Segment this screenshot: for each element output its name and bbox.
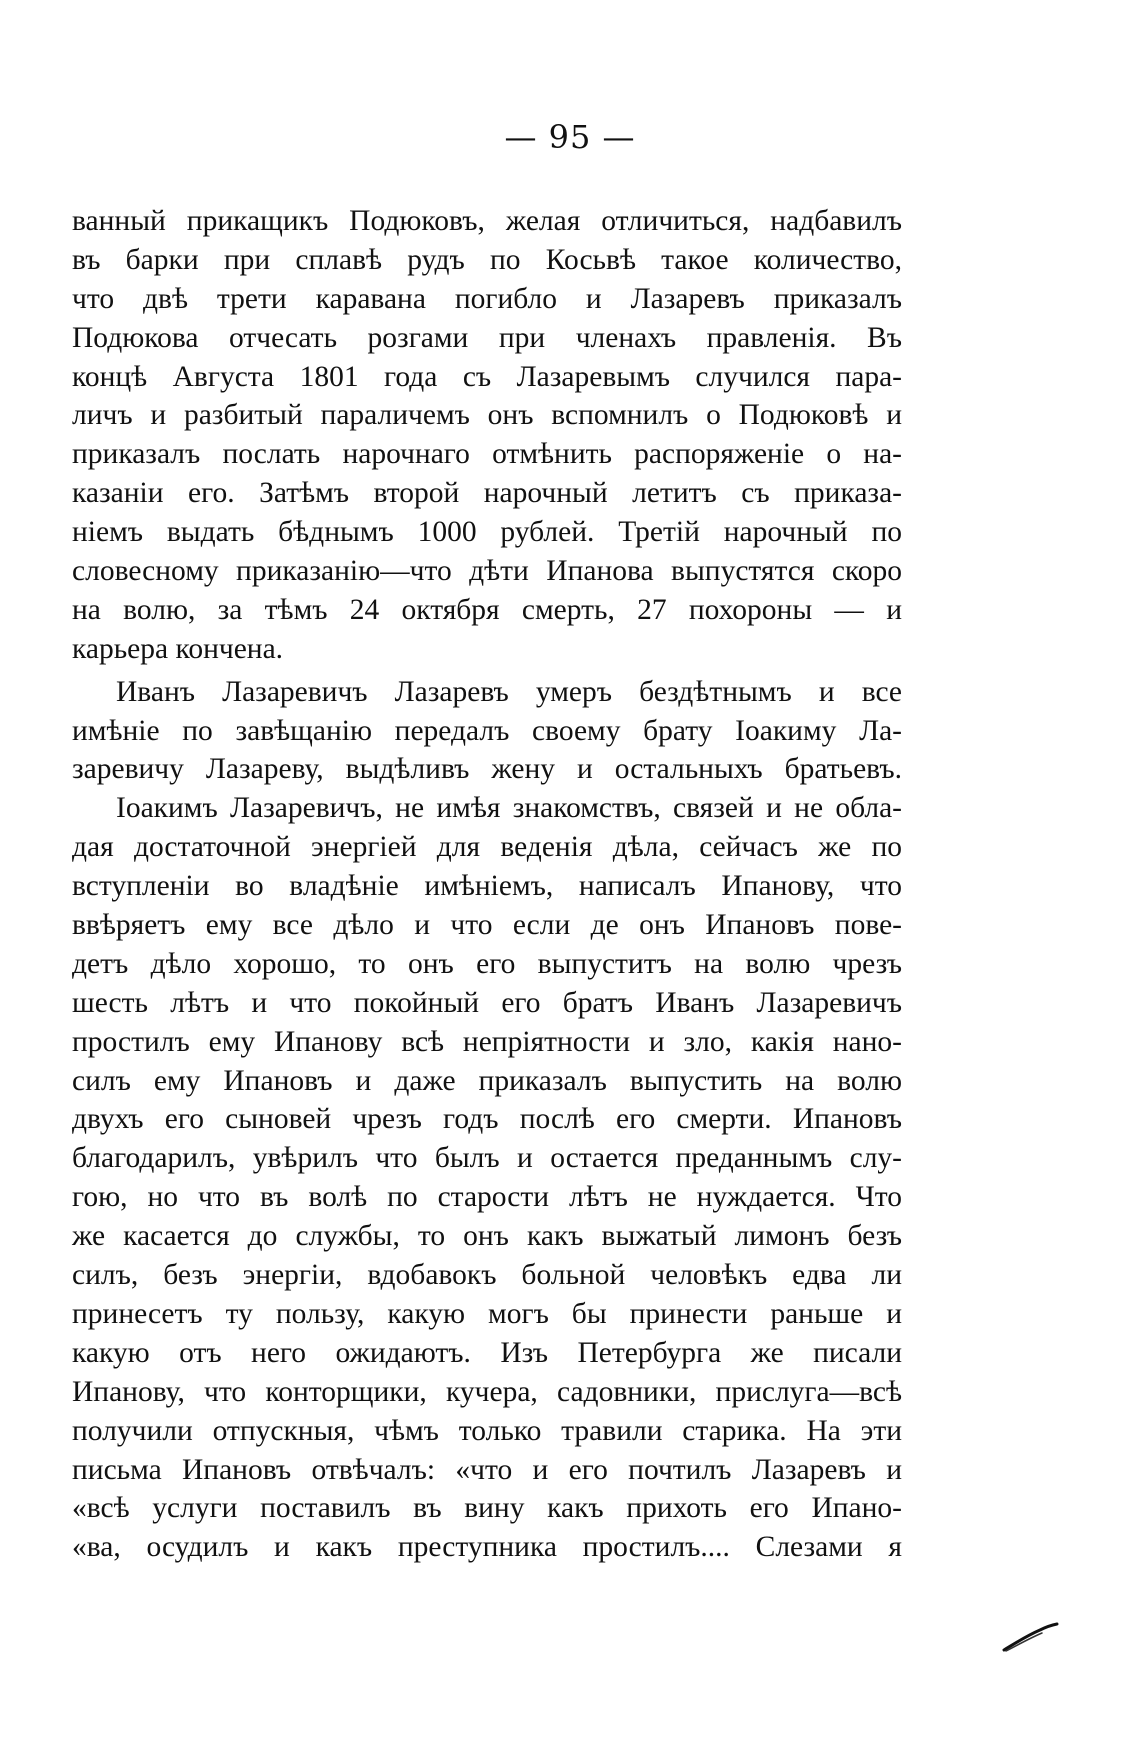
text-line: концѣ Августа 1801 года съ Лазаревымъ случился пара- (72, 360, 902, 393)
text-line: дая достаточной энергіей для веденія дѣла, сейчасъ же по (72, 831, 902, 864)
text-line: приказалъ послать нарочнаго отмѣнить распоряженіе о на- (72, 438, 902, 471)
text-line: принесетъ ту пользу, какую могъ бы принести раньше и (72, 1297, 902, 1330)
text-line: ніемъ выдать бѣднымъ 1000 рублей. Третій нарочный по (72, 516, 902, 549)
text-line: вступленіи во владѣніе имѣніемъ, написалъ Ипанову, что (72, 870, 902, 903)
text-line: ванный прикащикъ Подюковъ, желая отличиться, надбавилъ (72, 205, 902, 237)
text-line: заревичу Лазареву, выдѣливъ жену и остальныхъ братьевъ. (72, 753, 902, 786)
text-line: Подюкова отчесать розгами при членахъ правленія. Въ (72, 321, 902, 354)
text-line: двухъ его сыновей чрезъ годъ послѣ его смерти. Ипановъ (72, 1103, 902, 1136)
text-line: шесть лѣтъ и что покойный его братъ Иванъ Лазаревичъ (72, 986, 902, 1019)
text-line: письма Ипановъ отвѣчалъ: «что и его почтилъ Лазаревъ и (72, 1453, 902, 1486)
text-line: благодарилъ, увѣрилъ что былъ и остается преданнымъ слу- (72, 1142, 902, 1175)
text-line: детъ дѣло хорошо, то онъ его выпуститъ на волю чрезъ (72, 947, 902, 980)
text-line: Иванъ Лазаревичъ Лазаревъ умеръ бездѣтнымъ и все (116, 675, 902, 708)
text-line: получили отпускныя, чѣмъ только травили старика. На эти (72, 1414, 902, 1447)
text-line: Іоакимъ Лазаревичъ, не имѣя знакомствъ, связей и не обла- (116, 792, 902, 825)
text-line: Ипанову, что конторщики, кучера, садовники, прислуга—всѣ (72, 1375, 902, 1408)
text-line: «всѣ услуги поставилъ въ вину какъ прихоть его Ипано- (72, 1492, 902, 1525)
body-text (72, 202, 902, 1567)
text-line: на волю, за тѣмъ 24 октября смерть, 27 похороны — и (72, 593, 902, 626)
text-line: имѣніе по завѣщанію передалъ своему брату Іоакиму Ла- (72, 714, 902, 747)
text-line: «ва, осудилъ и какъ преступника простилъ.... Слезами я (72, 1531, 902, 1564)
text-line: простилъ ему Ипанову всѣ непріятности и зло, какія нано- (72, 1025, 902, 1058)
paragraph-3 (72, 789, 902, 1567)
paragraph-2 (72, 673, 902, 790)
text-line: силъ ему Ипановъ и даже приказалъ выпустить на волю (72, 1064, 902, 1097)
text-line: что двѣ трети каравана погибло и Лазаревъ приказалъ (72, 282, 902, 315)
text-line: силъ, безъ энергіи, вдобавокъ больной человѣкъ едва ли (72, 1259, 902, 1292)
text-line: личъ и разбитый параличемъ онъ вспомнилъ о Подюковѣ и (72, 399, 902, 432)
text-line: ввѣряетъ ему все дѣло и что если де онъ Ипановъ пове- (72, 909, 902, 942)
text-line: какую отъ него ожидаютъ. Изъ Петербурга же писали (72, 1336, 902, 1369)
text-line: же касается до службы, то онъ какъ выжатый лимонъ безъ (72, 1220, 902, 1253)
text-line: карьера кончена. (72, 632, 284, 665)
text-line: въ барки при сплавѣ рудъ по Косьвѣ такое количество, (72, 243, 902, 276)
text-line: гою, но что въ волѣ по старости лѣтъ не нуждается. Что (72, 1181, 902, 1214)
paragraph-1 (72, 202, 902, 669)
pen-mark-icon (1000, 1616, 1060, 1656)
text-line: словесному приказанію—что дѣти Ипанова выпустятся скоро (72, 555, 902, 588)
page-number: — 95 — (504, 118, 636, 156)
text-line: казаніи его. Затѣмъ второй нарочный летитъ съ приказа- (72, 477, 902, 510)
